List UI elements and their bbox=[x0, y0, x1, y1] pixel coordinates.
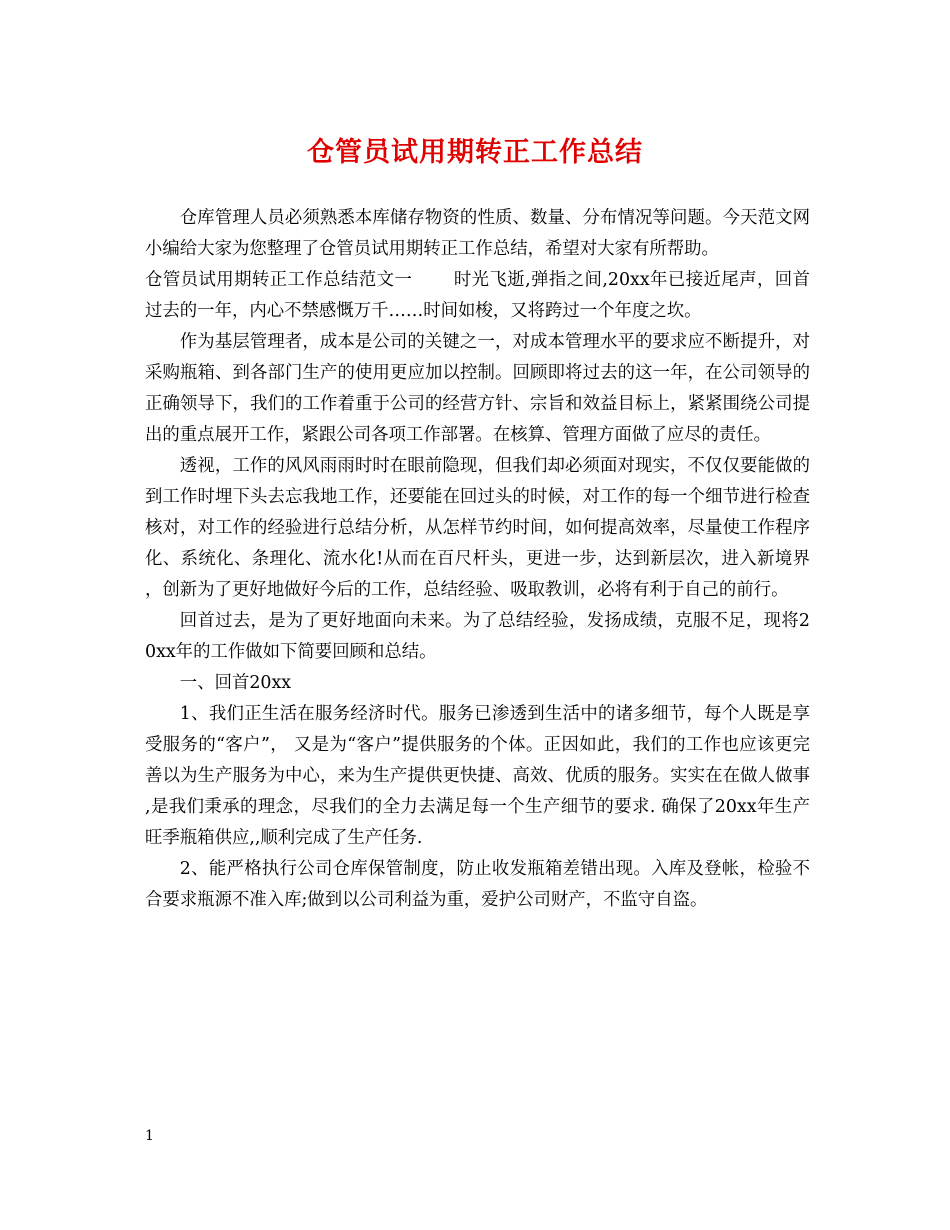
document-body bbox=[145, 203, 810, 916]
paragraph-item-1: 1、我们正生活在服务经济时代。服务已渗透到生活中的诸多细节，每个人既是享受服务的“客户”， 又是为“客户”提供服务的个体。正因如此，我们的工作也应该更完善以为生产服务为中心，来为生产提供更快捷、高效、优质的服务。实实在在做人做事,是我们秉承的理念，尽我们的全力去满足每一个生产细节的要求. 确保了20xx年生产旺季瓶箱供应,,顺利完成了生产任务. bbox=[145, 704, 810, 848]
page-number: 1 bbox=[145, 1128, 154, 1144]
paragraph-intro: 仓库管理人员必须熟悉本库储存物资的性质、数量、分布情况等问题。今天范文网小编给大家为您整理了仓管员试用期转正工作总结，希望对大家有所帮助。 bbox=[145, 208, 810, 259]
section-heading-review: 一、回首20xx bbox=[179, 673, 292, 693]
document-title: 仓管员试用期转正工作总结 bbox=[307, 137, 643, 168]
paragraph-item-2: 2、能严格执行公司仓库保管制度，防止收发瓶箱差错出现。入库及登帐，检验不合要求瓶源不准入库;做到以公司利益为重，爱护公司财产，不监守自盗。 bbox=[145, 859, 810, 910]
paragraph-review-intro: 回首过去，是为了更好地面向未来。为了总结经验，发扬成绩，克服不足，现将20xx年的工作做如下简要回顾和总结。 bbox=[145, 611, 810, 662]
paragraph-sample-heading: 仓管员试用期转正工作总结范文一 时光飞逝,弹指之间,20xx年已接近尾声，回首过去的一年，内心不禁感慨万千……时间如梭，又将跨过一个年度之坎。 bbox=[145, 270, 810, 321]
paragraph-cost-management: 作为基层管理者，成本是公司的关键之一，对成本管理水平的要求应不断提升，对采购瓶箱、到各部门生产的使用更应加以控制。回顾即将过去的这一年，在公司领导的正确领导下，我们的工作着重于公司的经营方针、宗旨和效益目标上，紧紧围绕公司提出的重点展开工作，紧跟公司各项工作部署。在核算、管理方面做了应尽的责任。 bbox=[145, 332, 810, 445]
paragraph-reflection: 透视，工作的风风雨雨时时在眼前隐现，但我们却必须面对现实，不仅仅要能做的到工作时埋下头去忘我地工作，还要能在回过头的时候，对工作的每一个细节进行检查核对，对工作的经验进行总结分析，从怎样节约时间，如何提高效率，尽量使工作程序化、系统化、条理化、流水化!从而在百尺杆头，更进一步，达到新层次，进入新境界，创新为了更好地做好今后的工作，总结经验、吸取教训，必将有利于自己的前行。 bbox=[145, 456, 810, 600]
